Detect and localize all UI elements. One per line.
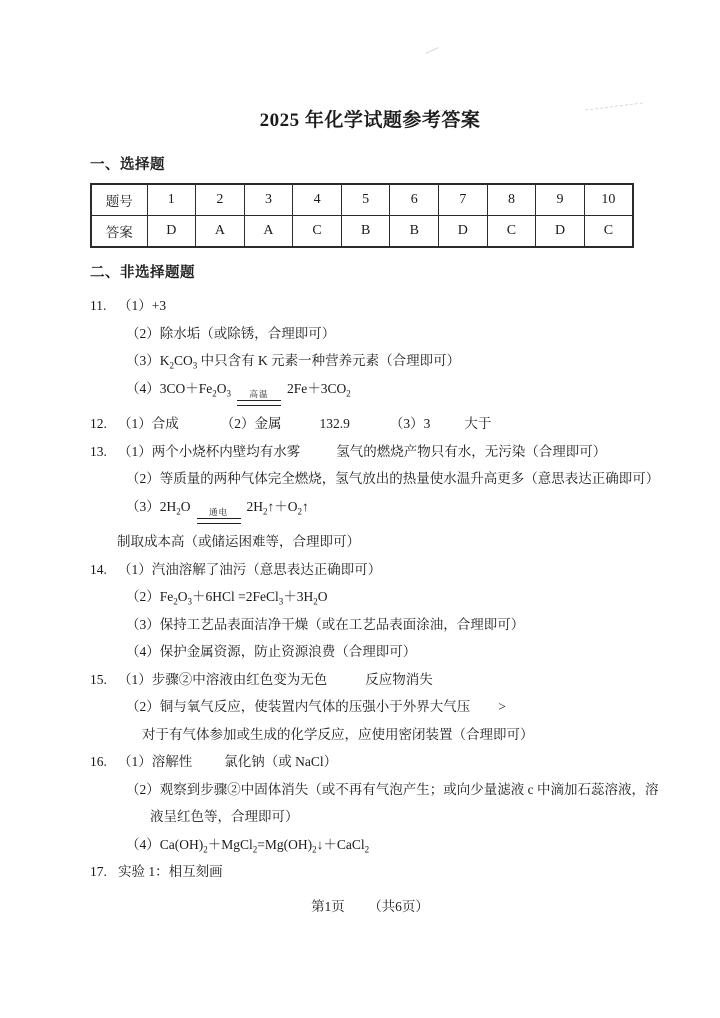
chemical-subscript: 2	[297, 506, 302, 517]
answer-text: ↓＋CaCl	[316, 836, 365, 852]
section-heading-choice: 一、选择题	[90, 157, 165, 173]
answer-line	[126, 781, 659, 799]
answer-text: O	[317, 589, 328, 604]
answer-line	[90, 297, 650, 315]
answer-table	[90, 183, 634, 248]
answer-text: （3）保持工艺品表面洁净干燥（或在工艺品表面涂油，合理即可）	[126, 616, 525, 632]
item-number: 12.	[90, 416, 107, 431]
answer-text: （1）+3	[118, 298, 167, 313]
answer-line	[126, 498, 650, 524]
answer-text: >	[498, 699, 506, 714]
chemical-subscript: 2	[212, 388, 217, 399]
answer-cell: B	[390, 216, 439, 248]
question-number-cell: 7	[439, 184, 488, 216]
chemical-subscript: 2	[346, 388, 351, 399]
answer-text: =Mg(OH)	[257, 836, 313, 852]
table-row	[91, 184, 633, 216]
answer-line	[126, 836, 650, 854]
answer-text: （3）3	[389, 416, 431, 431]
chemical-subscript: 2	[263, 506, 268, 517]
answer-text: （1）两个小烧杯内壁均有水雾	[118, 443, 301, 459]
answer-text: （1）溶解性	[118, 754, 193, 769]
double-line	[197, 518, 241, 524]
answer-text: 2Fe＋3CO	[287, 380, 347, 396]
answer-text: （4）保护金属资源，防止资源浪费（合理即可）	[126, 644, 417, 659]
answer-line	[126, 588, 650, 606]
answer-line	[126, 698, 650, 716]
question-number-cell: 1	[147, 184, 196, 216]
answer-line	[126, 325, 650, 343]
answer-text: 氢气的燃烧产物只有水，无污染（合理即可）	[336, 443, 607, 459]
answer-cell: C	[487, 216, 536, 248]
item-number: 17.	[90, 864, 107, 879]
section-heading-non-choice: 二、非选择题题	[90, 265, 195, 281]
answer-cell: A	[196, 216, 245, 248]
answer-text: （2）除水垢（或除锈，合理即可）	[126, 325, 336, 341]
answer-text: 132.9	[319, 416, 350, 431]
question-number-cell: 2	[196, 184, 245, 216]
condition-label: 通电	[208, 506, 228, 517]
answer-cell: A	[244, 216, 293, 248]
answer-text: ＋MgCl	[207, 836, 253, 852]
chemical-subscript: 2	[252, 844, 258, 855]
answer-text: 对于有气体参加或生成的化学反应，应使用密闭装置（合理即可）	[142, 726, 534, 742]
double-line	[237, 400, 281, 406]
answer-text: （1）合成	[118, 416, 179, 431]
question-number-cell: 4	[293, 184, 342, 216]
answer-line	[126, 643, 650, 661]
answer-line	[90, 753, 650, 771]
row-label: 答案	[91, 216, 147, 248]
answer-line	[90, 863, 650, 881]
footer-page-number: 第1页	[311, 899, 345, 914]
answer-line	[126, 352, 650, 370]
footer-total-pages: （共6页）	[368, 899, 429, 914]
chemical-subscript: 2	[169, 360, 174, 371]
answer-line	[126, 616, 650, 634]
condition-label: 高温	[249, 388, 269, 399]
chemical-subscript: 3	[278, 596, 284, 607]
question-number-cell: 5	[341, 184, 390, 216]
answer-text: （2）Fe	[126, 589, 174, 604]
answer-text: 2H	[246, 498, 263, 514]
answer-text: （3）K	[126, 353, 170, 368]
answer-cell: D	[147, 216, 196, 248]
answer-text: 实验 1：相互刻画	[118, 864, 223, 879]
answer-text: （2）铜与氧气反应，使装置内气体的压强小于外界大气压	[126, 699, 471, 714]
chemical-subscript: 3	[226, 388, 232, 399]
answer-cell: B	[341, 216, 390, 248]
chemical-subscript: 3	[192, 360, 198, 371]
page-title: 2025 年化学试题参考答案	[259, 110, 481, 131]
question-number-cell: 3	[244, 184, 293, 216]
answer-text: O	[177, 589, 188, 604]
item-number: 11.	[90, 298, 107, 313]
question-number-cell: 10	[584, 184, 633, 216]
question-number-cell: 8	[487, 184, 536, 216]
answer-line	[126, 470, 660, 488]
page-footer	[90, 895, 650, 915]
item-number: 14.	[90, 561, 107, 577]
answer-cell: D	[439, 216, 488, 248]
answer-text: （4）3CO＋Fe	[126, 380, 213, 396]
row-label: 题号	[91, 184, 147, 216]
answer-text: （4）Ca(OH)	[126, 836, 204, 852]
reaction-condition-equals	[237, 390, 281, 406]
answer-cell: C	[293, 216, 342, 248]
answer-line	[90, 561, 650, 579]
answer-text: ↑	[302, 498, 309, 514]
chemical-subscript: 2	[173, 596, 178, 607]
answer-text: ＋3H	[283, 589, 314, 604]
answer-text: O	[180, 498, 191, 514]
answer-line	[142, 726, 650, 744]
question-number-cell: 6	[390, 184, 439, 216]
item-number: 13.	[90, 443, 107, 459]
chemical-subscript: 2	[203, 844, 208, 855]
chemical-subscript: 2	[313, 596, 318, 607]
answer-line	[90, 415, 650, 433]
answer-text: （2）等质量的两种气体完全燃烧，氢气放出的热量使水温升高更多（意思表达正确即可）	[126, 471, 660, 486]
answer-text: 反应物消失	[365, 671, 433, 687]
answer-line	[150, 808, 650, 826]
answer-text: 制取成本高（或储运困难等，合理即可）	[117, 534, 360, 549]
answer-text: （1）步骤②中溶液由红色变为无色	[118, 671, 328, 687]
answer-text: ↑＋O	[267, 498, 298, 514]
answer-text: 氯化钠（或 NaCl）	[224, 754, 338, 769]
answer-text: （1）汽油溶解了油污（意思表达正确即可）	[118, 561, 382, 577]
reaction-condition-equals	[197, 508, 241, 524]
answer-cell: D	[536, 216, 585, 248]
answer-text: 大于	[464, 416, 492, 431]
answer-text: （3）2H	[126, 498, 177, 514]
chemical-subscript: 2	[176, 506, 181, 517]
answer-table-body	[91, 184, 633, 247]
table-row	[91, 216, 633, 248]
answer-text: CO	[174, 353, 193, 368]
answer-cell: C	[584, 216, 633, 248]
answer-text: 液呈红色等，合理即可）	[150, 809, 299, 824]
answer-line	[90, 443, 650, 461]
answer-line	[126, 380, 650, 406]
answer-line	[90, 671, 650, 689]
item-number: 16.	[90, 754, 107, 769]
chemical-subscript: 2	[364, 844, 370, 855]
answers-list	[90, 297, 660, 881]
answer-text: （2）观察到步骤②中固体消失（或不再有气泡产生；或向少量滤液 c 中滴加石蕊溶液，溶	[126, 781, 659, 797]
answer-text: （2）金属	[220, 416, 282, 431]
answer-text: O	[216, 380, 227, 396]
answer-line	[117, 533, 650, 551]
answer-text: 中只含有 K 元素一种营养元素（合理即可）	[197, 353, 461, 368]
question-number-cell: 9	[536, 184, 585, 216]
chemical-subscript: 3	[187, 596, 192, 607]
chemical-subscript: 2	[312, 844, 317, 855]
item-number: 15.	[90, 671, 107, 687]
answer-text: ＋6HCl =2FeCl	[192, 589, 279, 604]
